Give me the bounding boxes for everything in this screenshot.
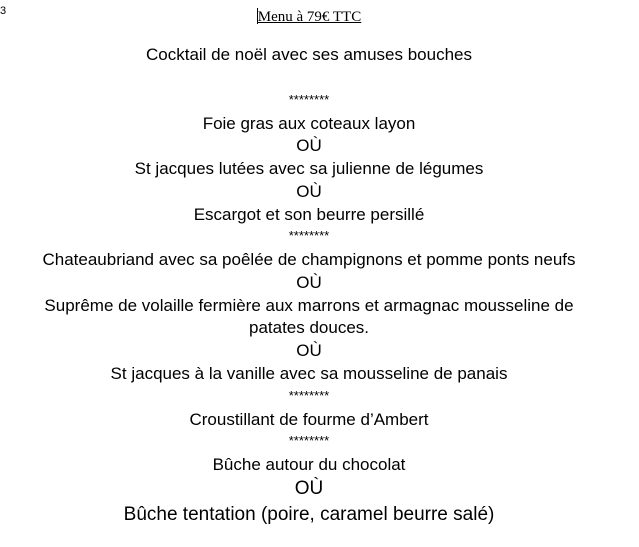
or-separator-3: OÙ [296, 273, 322, 292]
separator-4: ******** [288, 433, 330, 448]
separator-3: ******** [288, 388, 330, 403]
main-3[interactable]: St jacques à la vanille avec sa mousseline de panais [110, 364, 508, 383]
separator-1: ******** [288, 92, 330, 107]
main-1[interactable]: Chateaubriand avec sa poêlée de champignons et pomme ponts neufs [42, 250, 576, 269]
aperitif-line[interactable]: Cocktail de noël avec ses amuses bouches [145, 45, 472, 64]
starter-1[interactable]: Foie gras aux coteaux layon [202, 114, 416, 133]
starter-2[interactable]: St jacques lutées avec sa julienne de légumes [134, 159, 484, 178]
menu-title-text[interactable]: Menu à 79€ TTC [257, 9, 362, 25]
or-separator-2: OÙ [296, 182, 322, 201]
cheese-line[interactable]: Croustillant de fourme d’Ambert [189, 410, 429, 429]
starter-3[interactable]: Escargot et son beurre persillé [193, 205, 425, 224]
or-separator-1: OÙ [296, 136, 322, 155]
main-2[interactable]: Suprême de volaille fermière aux marrons et armagnac mousseline de patates douces. [44, 296, 574, 337]
or-separator-5: OÙ [294, 478, 324, 499]
dessert-1[interactable]: Bûche autour du chocolat [212, 455, 406, 474]
menu-title[interactable] [0, 7, 618, 27]
dessert-2[interactable]: Bûche tentation (poire, caramel beurre salé) [123, 504, 495, 525]
page-edge-mark: 3 [0, 5, 7, 17]
or-separator-4: OÙ [296, 341, 322, 360]
separator-2: ******** [288, 228, 330, 243]
